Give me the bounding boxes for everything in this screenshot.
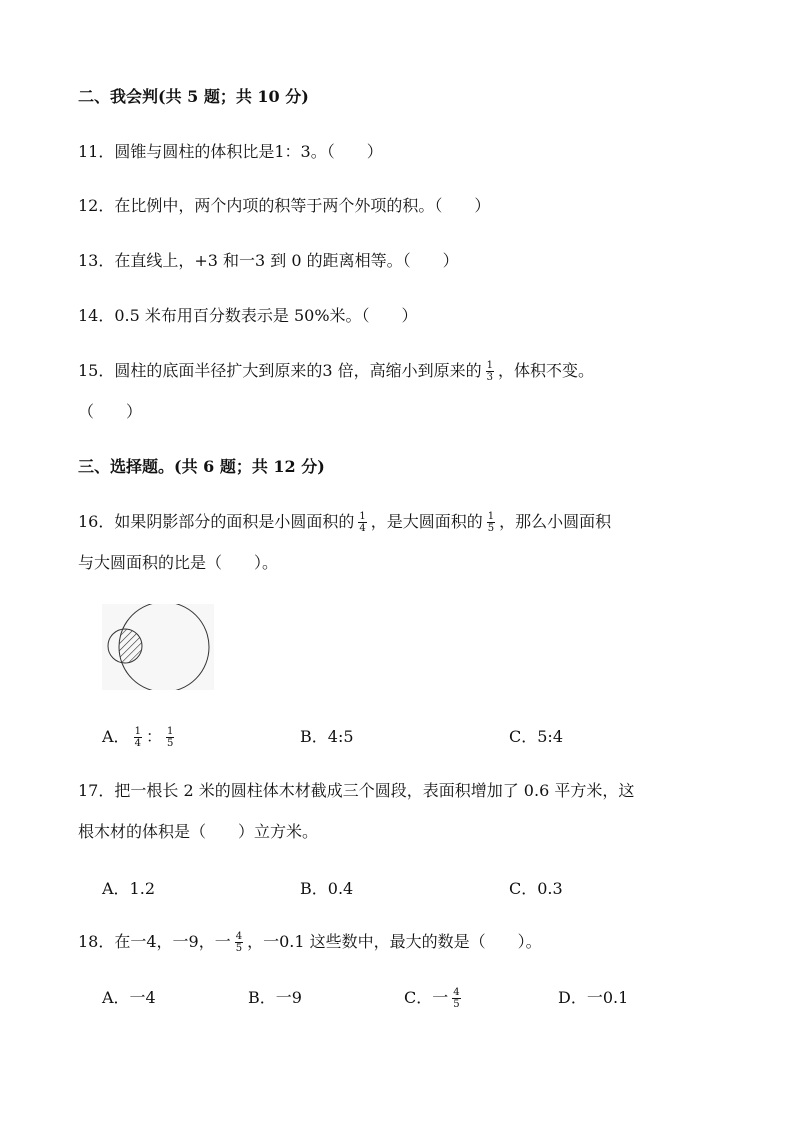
question-15-tail: ，体积不变。	[498, 361, 595, 380]
fraction-numerator: 4	[453, 987, 460, 998]
question-16-mid: ，是大圆面积的	[370, 512, 483, 531]
question-18-tail: ，一0.1 这些数中，最大的数是（ ）。	[247, 932, 542, 951]
fraction-numerator: 1	[486, 360, 494, 371]
fraction-numerator: 1	[487, 511, 495, 522]
fraction-denominator: 4	[359, 523, 366, 534]
option-label: A．	[102, 727, 130, 746]
option-label: C．一	[404, 988, 449, 1007]
fraction-numerator: 1	[359, 511, 366, 522]
q16-option-b[interactable]: B．4:5	[300, 727, 354, 746]
fraction-denominator: 5	[487, 523, 495, 534]
q16-option-a[interactable]	[102, 726, 178, 749]
question-17-line2: 根木材的体积是（ ）立方米。	[78, 822, 319, 841]
question-16	[78, 511, 611, 534]
fraction-four-fifths	[235, 931, 243, 954]
question-15-text: 15．圆柱的底面半径扩大到原来的3 倍，高缩小到原来的	[78, 361, 482, 380]
q17-option-b[interactable]: B．0.4	[300, 879, 354, 898]
fraction-denominator: 5	[453, 999, 460, 1010]
question-16-tail: ，那么小圆面积	[499, 512, 612, 531]
fraction-denominator: 5	[166, 738, 174, 749]
question-18	[78, 931, 542, 954]
question-15-answer-paren: （ ）	[78, 402, 143, 421]
q18-option-d[interactable]: D．一0.1	[558, 988, 629, 1007]
fraction-one-quarter	[358, 511, 366, 534]
question-17: 17．把一根长 2 米的圆柱体木材截成三个圆段，表面积增加了 0.6 平方米，这	[78, 781, 635, 800]
fraction-numerator: 1	[134, 726, 141, 737]
q17-option-c[interactable]: C．0.3	[509, 879, 563, 898]
question-13: 13．在直线上，+3 和一3 到 0 的距离相等。（ ）	[78, 251, 459, 270]
q16-option-c[interactable]: C．5:4	[509, 727, 563, 746]
question-16-line2: 与大圆面积的比是（ ）。	[78, 553, 279, 572]
question-14: 14．0.5 米布用百分数表示是 50%米。（ ）	[78, 306, 418, 325]
question-15	[78, 360, 594, 383]
question-12: 12．在比例中，两个内项的积等于两个外项的积。（ ）	[78, 196, 491, 215]
section-title-judgment: 二、我会判(共 5 题；共 10 分)	[78, 87, 309, 106]
q17-option-a[interactable]: A．1.2	[102, 879, 156, 898]
question-18-text: 18．在一4，一9，一	[78, 932, 231, 951]
section-title-choice: 三、选择题。(共 6 题；共 12 分)	[78, 457, 325, 476]
q18-option-b[interactable]: B．一9	[248, 988, 302, 1007]
circles-figure	[102, 604, 214, 690]
fraction-denominator: 5	[235, 943, 243, 954]
fraction-numerator: 1	[166, 726, 174, 737]
fraction-denominator: 3	[486, 372, 494, 383]
fraction-four-fifths	[452, 987, 460, 1010]
fraction-one-fifth	[166, 726, 174, 749]
fraction-numerator: 4	[235, 931, 243, 942]
fraction-denominator: 4	[134, 738, 141, 749]
question-16-text: 16．如果阴影部分的面积是小圆面积的	[78, 512, 355, 531]
q18-option-a[interactable]: A．一4	[102, 988, 156, 1007]
ratio-colon: ：	[145, 727, 162, 746]
fraction-one-quarter	[134, 726, 142, 749]
question-11: 11．圆锥与圆柱的体积比是1：3。（ ）	[78, 142, 383, 161]
q18-option-c[interactable]	[404, 987, 465, 1010]
fraction-one-third	[486, 360, 494, 383]
fraction-one-fifth	[487, 511, 495, 534]
